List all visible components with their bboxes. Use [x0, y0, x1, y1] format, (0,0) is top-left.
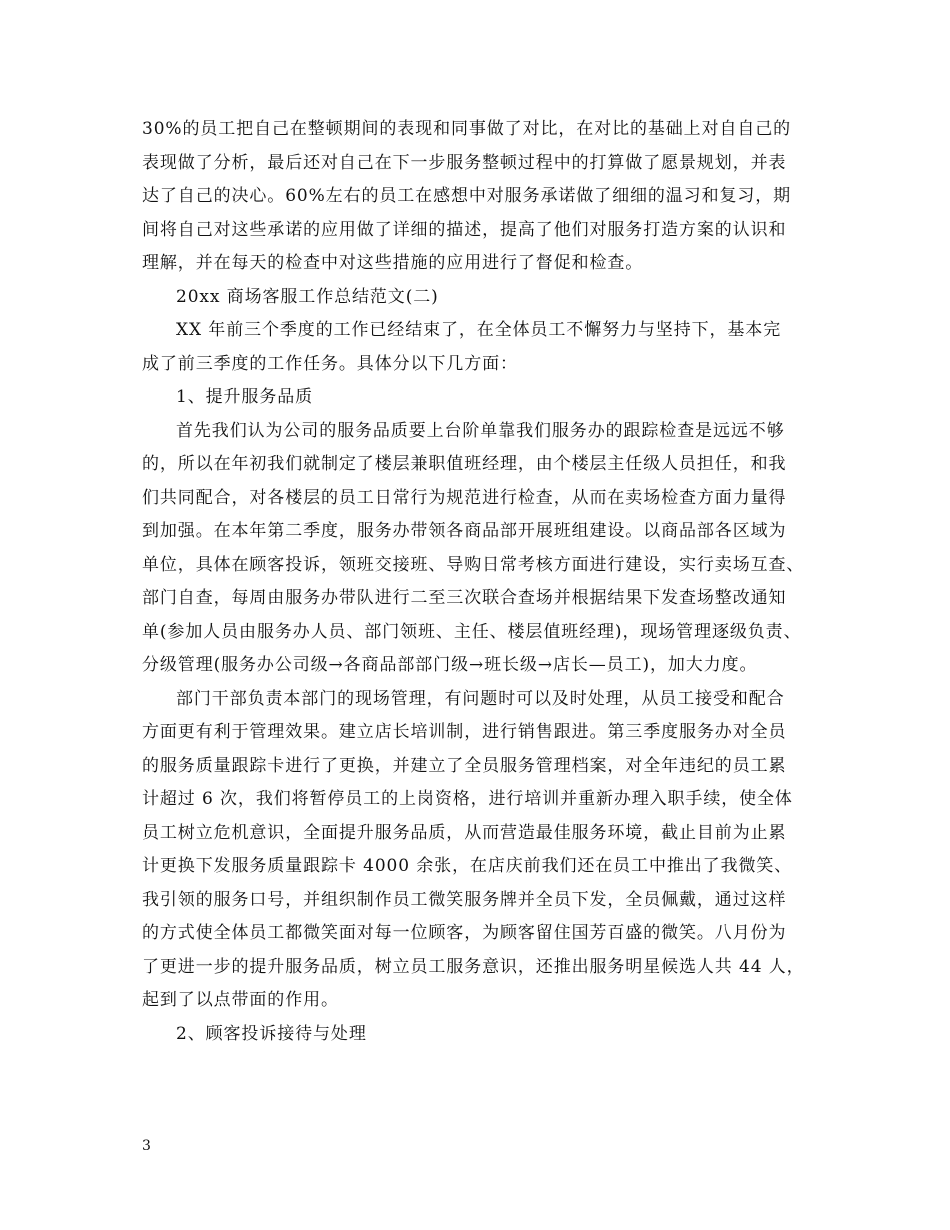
text-line: 到加强。在本年第二季度，服务办带领各商品部开展班组建设。以商品部各区域为 [142, 521, 787, 541]
text-line: 达了自己的决心。60%左右的员工在感想中对服务承诺做了细细的温习和复习，期 [142, 186, 792, 206]
text-line: 我引领的服务口号，并组织制作员工微笑服务牌并全员下发，全员佩戴，通过这样 [142, 889, 787, 910]
page-number: 3 [142, 1138, 151, 1154]
subsection-heading: 2、顾客投诉接待与处理 [176, 1023, 367, 1044]
text-line: 了更进一步的提升服务品质，树立员工服务意识，还推出服务明星候选人共 44 人， [142, 956, 805, 977]
text-line: 表现做了分析，最后还对自己在下一步服务整顿过程中的打算做了愿景规划，并表 [142, 152, 787, 173]
text-line: 理解，并在每天的检查中对这些措施的应用进行了督促和检查。 [142, 253, 644, 273]
text-line: 30%的员工把自己在整顿期间的表现和同事做了对比，在对比的基础上对自自己的 [142, 119, 792, 139]
text-line: XX 年前三个季度的工作已经结束了，在全体员工不懈努力与坚持下，基本完 [176, 320, 782, 340]
text-line: 起到了以点带面的作用。 [142, 990, 339, 1010]
text-line: 的服务质量跟踪卡进行了更换，并建立了全员服务管理档案，对全年违纪的员工累 [142, 755, 787, 776]
text-line: 首先我们认为公司的服务品质要上台阶单靠我们服务办的跟踪检查是远远不够 [176, 420, 785, 441]
text-line: 的，所以在年初我们就制定了楼层兼职值班经理，由个楼层主任级人员担任，和我 [142, 454, 787, 474]
text-line: 的方式使全体员工都微笑面对每一位顾客，为顾客留住国芳百盛的微笑。八月份为 [142, 923, 787, 943]
text-line: 们共同配合，对各楼层的员工日常行为规范进行检查，从而在卖场检查方面力量得 [142, 487, 787, 508]
document-body [142, 113, 818, 1051]
text-line: 分级管理(服务办公司级→各商品部部门级→班长级→店长—员工)，加大力度。 [142, 655, 758, 675]
text-line: 计更换下发服务质量跟踪卡 4000 余张，在店庆前我们还在员工中推出了我微笑、 [142, 856, 793, 876]
text-line: 员工树立危机意识，全面提升服务品质，从而营造最佳服务环境，截止目前为止累 [142, 822, 787, 843]
text-line: 方面更有利于管理效果。建立店长培训制，进行销售跟进。第三季度服务办对全员 [142, 722, 787, 742]
text-line: 单位，具体在顾客投诉，领班交接班、导购日常考核方面进行建设，实行卖场互查、 [142, 554, 805, 575]
text-line: 部门干部负责本部门的现场管理，有问题时可以及时处理，从员工接受和配合 [176, 688, 785, 709]
section-title: 20xx 商场客服工作总结范文(二) [176, 286, 439, 307]
text-line: 间将自己对这些承诺的应用做了详细的描述，提高了他们对服务打造方案的认识和 [142, 219, 787, 240]
text-line: 单(参加人员由服务办人员、部门领班、主任、楼层值班经理)，现场管理逐级负责、 [142, 621, 802, 642]
text-line: 成了前三季度的工作任务。具体分以下几方面： [142, 353, 518, 374]
subsection-heading: 1、提升服务品质 [176, 387, 314, 407]
text-line: 计超过 6 次，我们将暂停员工的上岗资格，进行培训并重新办理入职手续，使全体 [142, 789, 793, 809]
text-line: 部门自查，每周由服务办带队进行二至三次联合查场并根据结果下发查场整改通知 [142, 588, 787, 608]
